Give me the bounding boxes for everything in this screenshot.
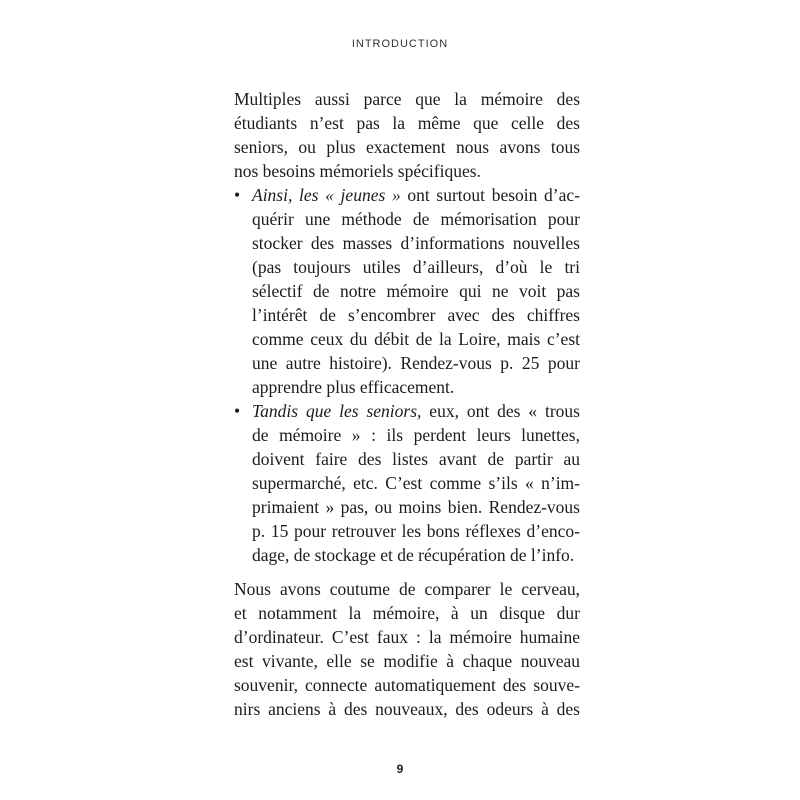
bullet-line: dage, de stockage et de récupération de l’info. xyxy=(252,545,575,565)
bullet-line: l’intérêt de s’encombrer avec des chiffres xyxy=(252,305,580,325)
bullet-first-rest: ont surtout besoin d’ac- xyxy=(400,185,581,205)
bullet-line: supermarché, etc. C’est comme s’ils « n’im- xyxy=(252,473,580,493)
paragraph-line: nirs anciens à des nouveaux, des odeurs à des xyxy=(234,699,580,719)
bullet-line: de mémoire » : ils perdent leurs lunettes, xyxy=(252,425,580,445)
paragraph-line: nos besoins mémoriels spécifiques. xyxy=(234,161,481,181)
bullet-item-seniors-first-line xyxy=(234,399,580,423)
paragraph-line: Nous avons coutume de comparer le cerveau, xyxy=(234,579,580,599)
bullet-icon: • xyxy=(234,185,241,205)
bullet-line: p. 15 pour retrouver les bons réflexes d’enco- xyxy=(252,521,580,541)
bullet-line: comme ceux du débit de la Loire, mais c’est xyxy=(252,329,580,349)
bullet-line: une autre histoire). Rendez-vous p. 25 pour xyxy=(252,353,580,373)
bullet-line: doivent faire des listes avant de partir au xyxy=(252,449,580,469)
bullet-italic-lead: Ainsi, les « jeunes » xyxy=(252,185,401,205)
bullet-line: quérir une méthode de mémorisation pour xyxy=(252,209,580,229)
bullet-italic-lead: Tandis que les seniors, xyxy=(252,401,422,421)
paragraph-line: est vivante, elle se modifie à chaque nouveau xyxy=(234,651,580,671)
bullet-line: sélectif de notre mémoire qui ne voit pas xyxy=(252,281,580,301)
bullet-line: stocker des masses d’informations nouvelles xyxy=(252,233,580,253)
paragraph-line: souvenir, connecte automatiquement des souve- xyxy=(234,675,580,695)
paragraph-line: Multiples aussi parce que la mémoire des xyxy=(234,89,580,109)
bullet-line: (pas toujours utiles d’ailleurs, d’où le tri xyxy=(252,257,580,277)
text-block-top xyxy=(234,87,580,567)
bullet-line: primaient » pas, ou moins bien. Rendez-vous xyxy=(252,497,580,517)
bullet-line: apprendre plus efficacement. xyxy=(252,377,455,397)
running-head: INTRODUCTION xyxy=(351,38,449,50)
page-number: 9 xyxy=(396,762,404,776)
paragraph-line: et notamment la mémoire, à un disque dur xyxy=(234,603,580,623)
paragraph-line: seniors, ou plus exactement nous avons tous xyxy=(234,137,580,157)
paragraph-line: d’ordinateur. C’est faux : la mémoire humaine xyxy=(234,627,580,647)
bullet-icon: • xyxy=(234,401,241,421)
bullet-item-jeunes-first-line xyxy=(234,183,580,207)
paragraph-line: étudiants n’est pas la même que celle des xyxy=(234,113,580,133)
text-block-bottom xyxy=(234,577,580,721)
bullet-first-rest: eux, ont des « trous xyxy=(421,401,580,421)
